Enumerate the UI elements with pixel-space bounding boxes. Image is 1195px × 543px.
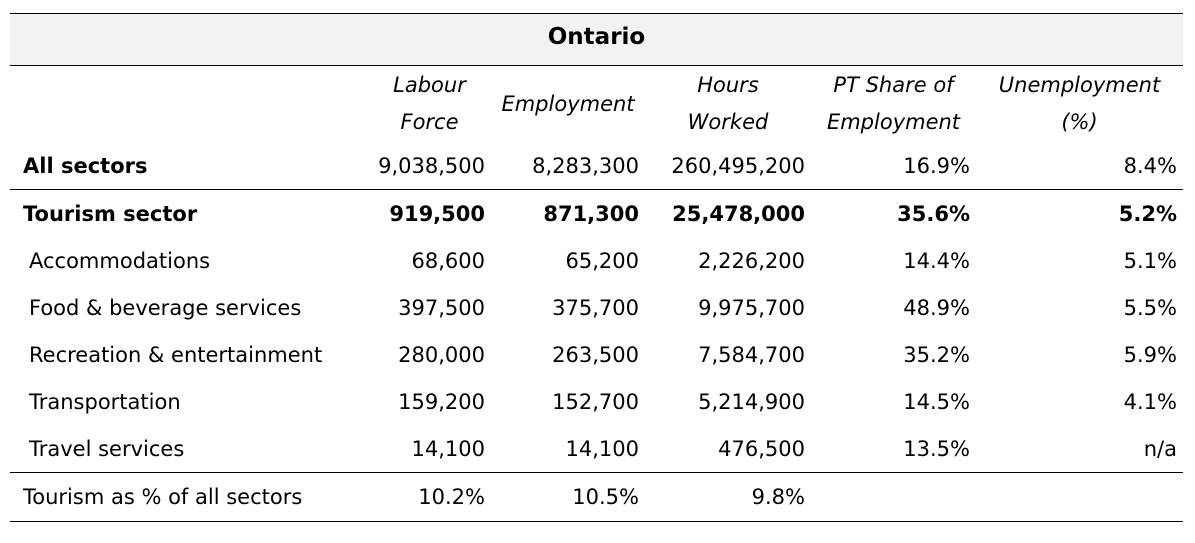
header-labour-force: Labour Force xyxy=(393,73,466,134)
cell-labour-force: 9,038,500 xyxy=(378,153,485,178)
cell-unemployment: 4.1% xyxy=(1123,389,1177,414)
cell-hours-worked: 260,495,200 xyxy=(671,153,805,178)
row-label: Transportation xyxy=(29,389,181,414)
cell-pt-share: 35.2% xyxy=(903,342,970,367)
row-label: All sectors xyxy=(23,153,148,178)
row-label: Travel services xyxy=(29,436,185,461)
header-employment: Employment xyxy=(501,91,635,116)
cell-hours-worked: 5,214,900 xyxy=(698,389,805,414)
row-tourism-share xyxy=(10,473,1183,522)
row-label: Recreation & entertainment xyxy=(29,342,323,367)
cell-unemployment: 5.5% xyxy=(1123,295,1177,320)
cell-pt-share: 48.9% xyxy=(903,295,970,320)
data-table xyxy=(10,66,1183,522)
cell-employment: 65,200 xyxy=(565,248,639,273)
cell-labour-force: 10.2% xyxy=(368,473,491,522)
header-unemployment: Unemployment (%) xyxy=(998,73,1161,134)
cell-labour-force: 14,100 xyxy=(411,436,485,461)
cell-employment: 8,283,300 xyxy=(532,153,639,178)
cell-hours-worked: 25,478,000 xyxy=(645,190,811,238)
cell-labour-force: 68,600 xyxy=(411,248,485,273)
row-transportation xyxy=(10,378,1183,425)
row-all-sectors xyxy=(10,142,1183,190)
row-label: Accommodations xyxy=(29,248,211,273)
cell-hours-worked: 9.8% xyxy=(645,473,811,522)
row-label: Tourism sector xyxy=(10,190,368,238)
cell-hours-worked: 7,584,700 xyxy=(698,342,805,367)
cell-hours-worked: 476,500 xyxy=(718,436,805,461)
cell-unemployment xyxy=(976,473,1183,522)
cell-unemployment: 5.9% xyxy=(1123,342,1177,367)
cell-unemployment: 8.4% xyxy=(1123,153,1177,178)
cell-pt-share: 13.5% xyxy=(903,436,970,461)
ontario-tourism-table xyxy=(10,13,1183,522)
cell-employment: 10.5% xyxy=(491,473,645,522)
cell-labour-force: 159,200 xyxy=(398,389,485,414)
header-hours-worked: Hours Worked xyxy=(687,73,769,134)
cell-hours-worked: 2,226,200 xyxy=(698,248,805,273)
header-pt-share: PT Share of Employment xyxy=(826,73,961,134)
row-recreation-entertainment xyxy=(10,331,1183,378)
row-label: Food & beverage services xyxy=(29,295,302,320)
header-corner xyxy=(10,66,368,142)
row-label: Tourism as % of all sectors xyxy=(10,473,368,522)
cell-employment: 152,700 xyxy=(552,389,639,414)
row-accommodations xyxy=(10,237,1183,284)
cell-employment: 871,300 xyxy=(491,190,645,238)
cell-pt-share: 14.5% xyxy=(903,389,970,414)
row-food-beverage xyxy=(10,284,1183,331)
cell-employment: 14,100 xyxy=(565,436,639,461)
cell-labour-force: 280,000 xyxy=(398,342,485,367)
cell-hours-worked: 9,975,700 xyxy=(698,295,805,320)
cell-employment: 263,500 xyxy=(552,342,639,367)
cell-pt-share: 14.4% xyxy=(903,248,970,273)
cell-pt-share xyxy=(811,473,976,522)
header-row xyxy=(10,66,1183,142)
cell-labour-force: 397,500 xyxy=(398,295,485,320)
cell-unemployment: n/a xyxy=(1143,436,1177,461)
row-tourism-sector xyxy=(10,190,1183,238)
cell-unemployment: 5.2% xyxy=(976,190,1183,238)
table-title: Ontario xyxy=(10,13,1183,66)
cell-pt-share: 35.6% xyxy=(811,190,976,238)
cell-labour-force: 919,500 xyxy=(368,190,491,238)
cell-employment: 375,700 xyxy=(552,295,639,320)
cell-unemployment: 5.1% xyxy=(1123,248,1177,273)
cell-pt-share: 16.9% xyxy=(903,153,970,178)
row-travel-services xyxy=(10,425,1183,473)
